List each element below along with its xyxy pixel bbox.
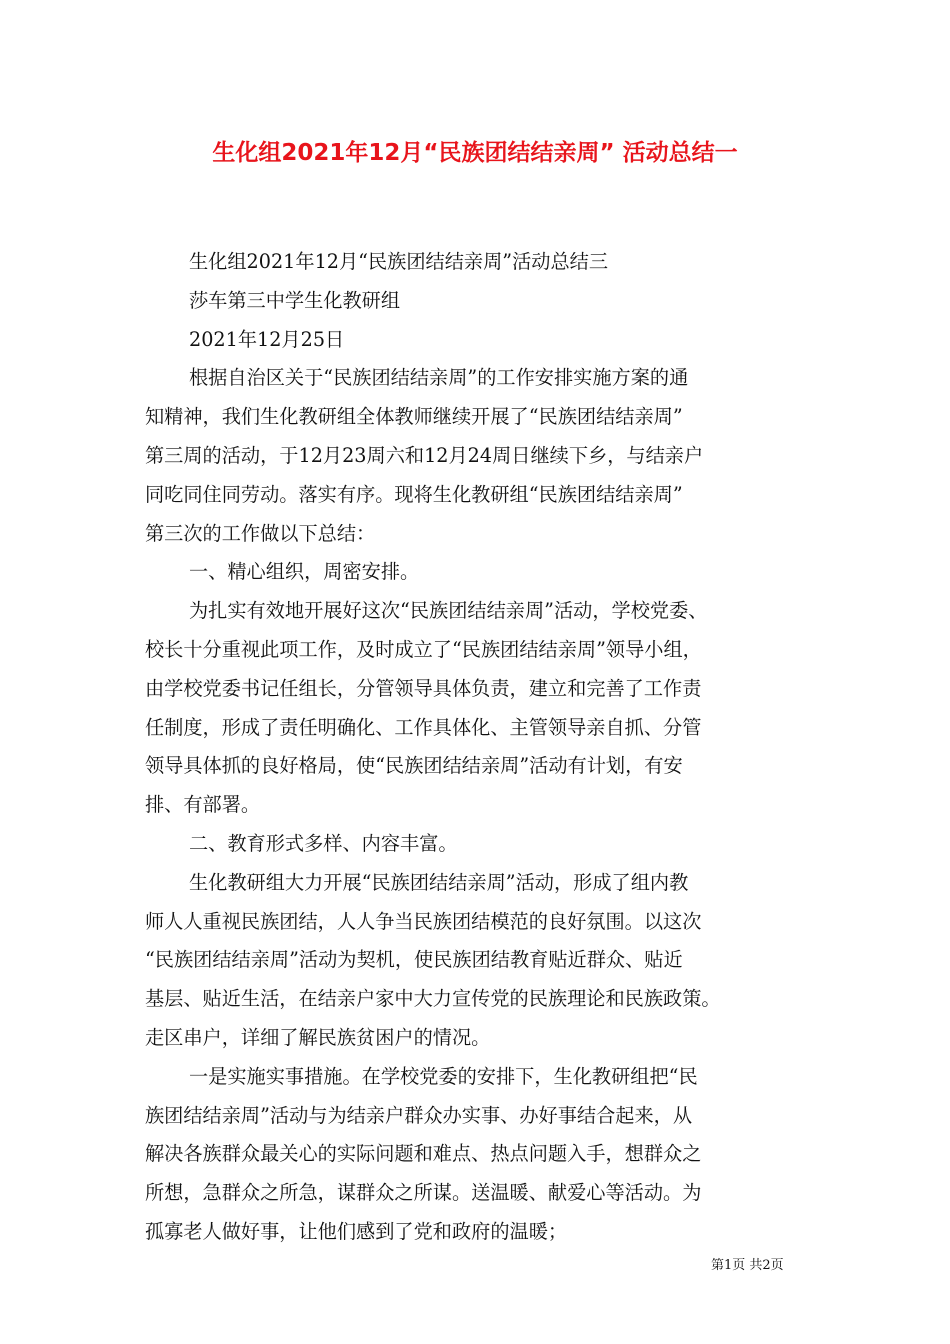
organization-line: 莎车第三中学生化教研组 [189, 288, 401, 312]
document-body [145, 243, 810, 1252]
paragraph-line: 解决各族群众最关心的实际问题和难点、热点问题入手，想群众之 [145, 1142, 702, 1166]
paragraph-line: 校长十分重视此项工作，及时成立了“民族团结结亲周”领导小组， [145, 637, 702, 661]
paragraph-line: 基层、贴近生活，在结亲户家中大力宣传党的民族理论和民族政策。 [145, 987, 721, 1011]
paragraph-line: 由学校党委书记任组长，分管领导具体负责，建立和完善了工作责 [145, 676, 702, 700]
paragraph-line: 族团结结亲周”活动与为结亲户群众办实事、办好事结合起来，从 [145, 1103, 693, 1127]
subtitle-line: 生化组2021年12月“民族团结结亲周”活动总结三 [189, 250, 609, 273]
paragraph-line: 任制度，形成了责任明确化、工作具体化、主管领导亲自抓、分管 [145, 715, 702, 739]
paragraph-line: 领导具体抓的良好格局，使“民族团结结亲周”活动有计划，有安 [145, 754, 683, 778]
paragraph-line: 孤寡老人做好事，让他们感到了党和政府的温暖； [145, 1219, 568, 1243]
paragraph-line: 同吃同住同劳动。落实有序。现将生化教研组“民族团结结亲周” [145, 482, 683, 506]
paragraph-line: 第三次的工作做以下总结： [145, 521, 376, 545]
paragraph-line: 知精神，我们生化教研组全体教师继续开展了“民族团结结亲周” [145, 405, 683, 429]
paragraph-line: 一是实施实事措施。在学校党委的安排下，生化教研组把“民 [189, 1064, 698, 1088]
paragraph-line: 所想，急群众之所急，谋群众之所谋。送温暖、献爱心等活动。为 [145, 1181, 702, 1205]
page-number: 第1页 共2页 [711, 1258, 784, 1273]
document-title: 生化组2021年12月“民族团结结亲周” 活动总结一 [212, 140, 738, 166]
paragraph-line: 第三周的活动，于12月23周六和12月24周日继续下乡，与结亲户 [145, 443, 704, 467]
paragraph-line: 为扎实有效地开展好这次“民族团结结亲周”活动，学校党委、 [189, 599, 708, 623]
paragraph-line: 师人人重视民族团结，人人争当民族团结模范的良好氛围。以这次 [145, 909, 702, 933]
paragraph-line: “民族团结结亲周”活动为契机，使民族团结教育贴近群众、贴近 [145, 948, 683, 972]
paragraph-line: 生化教研组大力开展“民族团结结亲周”活动，形成了组内教 [189, 870, 689, 894]
section-heading: 一、精心组织，周密安排。 [189, 560, 420, 584]
paragraph-line: 走区串户，详细了解民族贫困户的情况。 [145, 1025, 491, 1049]
date-line: 2021年12月25日 [189, 327, 345, 351]
paragraph-line: 排、有部署。 [145, 793, 261, 817]
section-heading: 二、教育形式多样、内容丰富。 [189, 831, 458, 855]
paragraph-line: 根据自治区关于“民族团结结亲周”的工作安排实施方案的通 [189, 366, 689, 390]
